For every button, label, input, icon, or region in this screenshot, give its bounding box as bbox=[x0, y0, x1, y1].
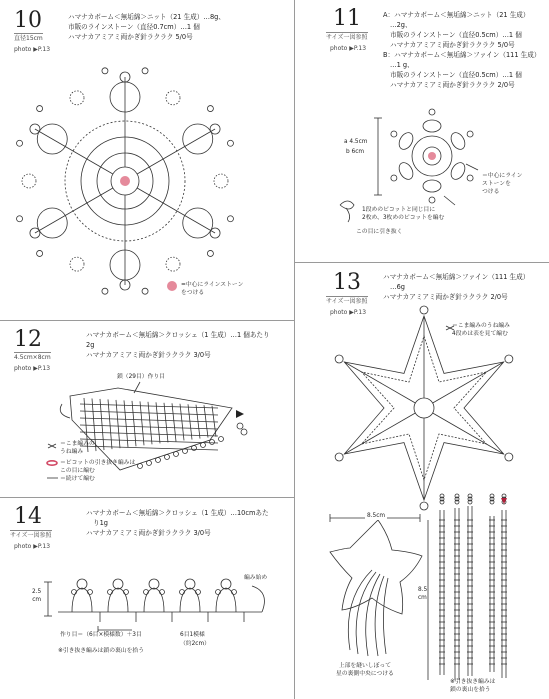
note-picot-11: 1段めのピコットと同じ目に 2枚め、3枚めのピコットを編む bbox=[362, 207, 445, 221]
photo-ref-11: photo ▶P.13 bbox=[330, 45, 367, 52]
pattern-repeat-size-14: （約2cm） bbox=[180, 641, 210, 647]
pattern-size-14: サイズ一図参照 bbox=[10, 532, 52, 539]
material-line: 市販のラインストーン（直径0.5cm）…1 個 bbox=[390, 31, 522, 39]
legend-picot-12: ＝ピコットの引き抜き編みは この目に編む bbox=[60, 460, 136, 474]
material-line: …1 g、 bbox=[390, 61, 414, 69]
legend-13: ＝こま編みのうね編み 4段めは表を見て編む bbox=[452, 323, 510, 337]
pattern-number-14: 14 bbox=[14, 504, 42, 529]
material-line: ハマナカボーム＜無垢綿＞ファイン（111 生成） bbox=[383, 273, 530, 281]
height-13: 8.5 cm bbox=[418, 587, 428, 601]
material-line: 2g bbox=[86, 341, 95, 349]
material-line: ハマナカボーム＜無垢綿＞クロッシェ（1 生成）…10cmあた bbox=[86, 509, 269, 517]
note-end-11: この目に引き抜く bbox=[356, 229, 403, 235]
pattern-number-12: 12 bbox=[14, 327, 42, 352]
pattern-number-13: 13 bbox=[333, 270, 361, 295]
chain-label-12: 鎖（29目）作り目 bbox=[117, 374, 165, 380]
material-line: …2g、 bbox=[390, 21, 412, 29]
material-line: ハマナカアミアミ両かぎ針ラクラク 2/0号 bbox=[390, 81, 515, 89]
legend-ridge-12: ＝こま編みの うね編み bbox=[60, 441, 95, 455]
height-14: 2.5 cm bbox=[32, 589, 42, 603]
pattern-size-13: サイズ一図参照 bbox=[326, 298, 368, 305]
material-line: ハマナカボーム＜無垢綿＞ニット（21 生成）…8g、 bbox=[68, 13, 225, 21]
material-line: ハマナカアミアミ両かぎ針ラクラク 5/0号 bbox=[390, 41, 515, 49]
pattern-repeat-14: 6目1模様 bbox=[180, 632, 205, 638]
material-line: ハマナカアミアミ両かぎ針ラクラク 3/0号 bbox=[86, 351, 211, 359]
material-line: 市販のラインストーン（直径0.5cm）…1 個 bbox=[390, 71, 522, 79]
width-13: 8.5cm bbox=[367, 513, 386, 519]
photo-ref-14: photo ▶P.13 bbox=[14, 543, 51, 550]
material-line: ハマナカボーム＜無垢綿＞クロッシェ（1 生成）…1 個あたり bbox=[86, 331, 270, 339]
pattern-number-10: 10 bbox=[14, 8, 42, 33]
pattern-size-10: 直径15cm bbox=[14, 35, 43, 42]
note-14: ※引き抜き編みは鎖の裏山を拾う bbox=[58, 648, 145, 654]
material-line: …6g bbox=[390, 283, 405, 291]
foundation-14: 作り目＝（6目×模様数）＋3目 bbox=[60, 632, 142, 638]
pattern-number-11: 11 bbox=[333, 6, 361, 31]
material-line: ハマナカアミアミ両かぎ針ラクラク 2/0号 bbox=[383, 293, 508, 301]
photo-ref-10: photo ▶P.13 bbox=[14, 46, 51, 53]
material-line: ハマナカアミアミ両かぎ針ラクラク 3/0号 bbox=[86, 529, 211, 537]
material-line: B：ハマナカボーム＜無垢綿＞ファイン（111 生成） bbox=[383, 51, 541, 59]
note-star-13: 上部を縫いしぼって 星の裏側中央につける bbox=[336, 663, 394, 677]
legend-continue-12: ＝続けて編む bbox=[60, 476, 95, 482]
photo-ref-13: photo ▶P.13 bbox=[330, 309, 367, 316]
start-label-14: 編み始め bbox=[244, 575, 268, 581]
material-line: A：ハマナカボーム＜無垢綿＞ニット（21 生成） bbox=[383, 11, 530, 19]
material-line: ハマナカアミアミ両かぎ針ラクラク 5/0号 bbox=[68, 33, 193, 41]
dim-b-11: b 6cm bbox=[346, 149, 365, 155]
material-line: り1g bbox=[93, 519, 108, 527]
pattern-size-12: 4.5cm×8cm bbox=[14, 354, 51, 361]
note-stone-11: ＝中心にライン ストーンを つける bbox=[482, 173, 523, 195]
dim-a-11: a 4.5cm bbox=[344, 139, 368, 145]
legend-10: =中心にラインストーン をつける bbox=[181, 282, 244, 296]
pattern-size-11: サイズ一図参照 bbox=[326, 34, 368, 41]
note-strand-13: ※引き抜き編みは 鎖の裏山を拾う bbox=[450, 679, 496, 693]
photo-ref-12: photo ▶P.13 bbox=[14, 365, 51, 372]
material-line: 市販のラインストーン（直径0.7cm）…1 個 bbox=[68, 23, 200, 31]
